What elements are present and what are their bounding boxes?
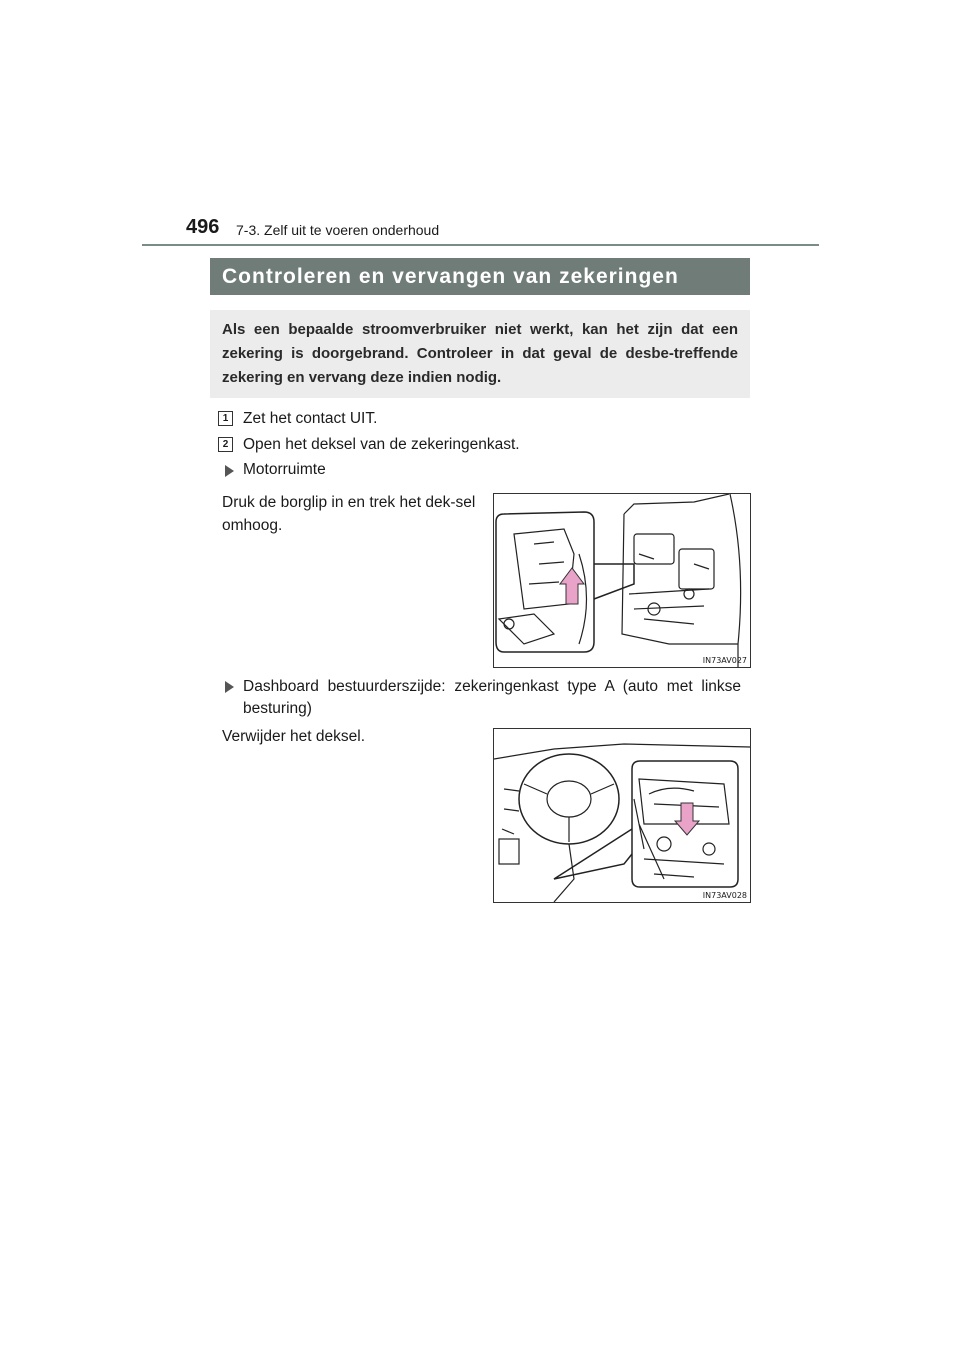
page-title: Controleren en vervangen van zekeringen [210, 258, 750, 295]
instruction-engine: Druk de borglip in en trek het dek-sel omhoog. [222, 494, 476, 534]
instruction-dashboard: Verwijder het deksel. [222, 728, 366, 745]
dashboard-fusebox-illustration [494, 729, 750, 902]
engine-fusebox-illustration [494, 494, 750, 667]
section-title: 7-3. Zelf uit te voeren onderhoud [236, 222, 440, 238]
section-heading-dashboard [225, 676, 750, 720]
bullet-triangle-icon [225, 465, 234, 477]
figure-code: IN73AV027 [702, 656, 747, 665]
figure-dashboard-fusebox [493, 728, 751, 903]
step-number-2: 2 [218, 437, 233, 452]
header-divider [142, 244, 819, 246]
step-text-1: Zet het contact UIT. [243, 410, 378, 427]
step-text-2: Open het deksel van de zekeringenkast. [243, 436, 520, 453]
page-number: 496 [186, 216, 220, 238]
section-heading-engine [225, 461, 326, 479]
intro-box: Als een bepaalde stroomverbruiker niet werkt, kan het zijn dat een zekering is doorgebrand. Controleer in dat geval de desbe-treffende zekering en vervang deze indien nodig. [210, 310, 750, 398]
step-number-1: 1 [218, 411, 233, 426]
figure-code: IN73AV028 [702, 891, 747, 900]
figure-engine-fusebox [493, 493, 751, 668]
push-down-arrow-icon [675, 803, 699, 835]
section-heading-text: Motorruimte [243, 461, 326, 478]
bullet-triangle-icon [225, 681, 234, 693]
section-heading-text: Dashboard bestuurderszijde: zekeringenkast type A (auto met linkse besturing) [243, 678, 741, 717]
pull-up-arrow-icon [560, 568, 584, 604]
